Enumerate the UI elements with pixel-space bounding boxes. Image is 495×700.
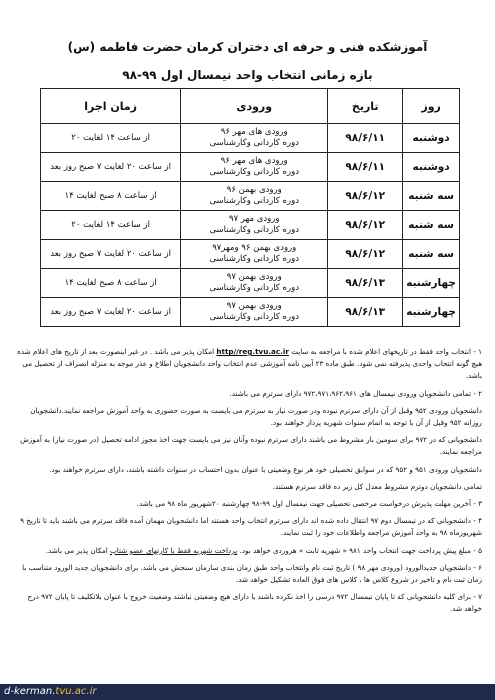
registration-site-link[interactable]: http//reg.tvu.ac.ir	[216, 347, 289, 356]
note-3: ۳ - آخرین مهلت پذیرش درخواست مرخصی تحصیلی جهت نیمسال اول ۹۹-۹۸ چهارشنبه ۲۰شهریور ماه ۹۸ می باشد.	[136, 499, 482, 509]
entry-cell	[181, 240, 328, 269]
entry-cell	[181, 182, 328, 211]
day-cell: سه شنبه	[403, 240, 460, 269]
entry-line-1: ورودی مهر ۹۷	[229, 214, 280, 224]
table-row	[41, 211, 460, 240]
table-row	[41, 124, 460, 153]
entry-line-1: ورودی بهمن ۹۶	[226, 185, 282, 195]
entry-line-2: دوره کاردانی وکارشناسی	[209, 225, 299, 235]
table-row	[41, 240, 460, 269]
entry-cell	[181, 298, 328, 327]
time-cell: از ساعت ۸ صبح لغایت ۱۴	[41, 269, 181, 298]
entry-line-1: ورودی بهمن ۹۷	[226, 301, 282, 311]
note-7: ۷ - برای کلیه دانشجویانی که تا پایان نیمسال ۹۷۲ درسی را اخذ نکرده باشند یا دارای هیچ وضعیتی نباشند وضعیت خروج با عنوان بلاتکلیف تا پایان ۹۷۲ درج خواهد شد.	[27, 592, 482, 614]
note-1-text-a: ۱ - انتخاب واحد فقط در تاریخهای اعلام شده با مراجعه به سایت	[291, 347, 482, 356]
time-cell: از ساعت ۲۰ لغایت ۷ صبح روز بعد	[41, 153, 181, 182]
time-cell: از ساعت ۱۴ لغایت ۲۰	[41, 124, 181, 153]
entry-cell	[181, 269, 328, 298]
day-cell: چهارشنبه	[403, 298, 460, 327]
entry-line-2: دوره کاردانی وکارشناسی	[209, 196, 299, 206]
entry-cell	[181, 211, 328, 240]
note-4: ۴ - دانشجویانی که در نیمسال دوم ۹۷ انتقال داده شده اند دارای سرترم انتخاب واحد هستند اما دانشجویان مهمان آمده فاقد سرترم می باشند باید تا تاریخ ۹ شهریورماه ۹۸ به واحد آموزش مراجعه واطلاعات خود را ثبت نمایند.	[20, 516, 482, 538]
date-cell: ۹۸/۶/۱۲	[328, 240, 403, 269]
date-cell: ۹۸/۶/۱۲	[328, 211, 403, 240]
entry-line-2: دوره کاردانی وکارشناسی	[209, 283, 299, 293]
table-row	[41, 153, 460, 182]
time-cell: از ساعت ۲۰ لغایت ۷ صبح روز بعد	[41, 298, 181, 327]
day-cell: چهارشنبه	[403, 269, 460, 298]
day-cell: سه شنبه	[403, 211, 460, 240]
entry-line-1: ورودی های مهر ۹۶	[220, 127, 288, 137]
entry-line-1: ورودی بهمن ۹۷	[226, 272, 282, 282]
entry-cell	[181, 124, 328, 153]
time-cell: از ساعت ۱۴ لغایت ۲۰	[41, 211, 181, 240]
note-5-text-c: امکان پذیر می باشد.	[45, 545, 108, 555]
notes-section	[12, 346, 482, 621]
entry-line-2: دوره کاردانی وکارشناسی	[209, 312, 299, 322]
date-cell: ۹۸/۶/۱۳	[328, 298, 403, 327]
site-prefix: d-kerman.	[4, 686, 56, 697]
day-cell: دوشنبه	[403, 124, 460, 153]
day-cell: دوشنبه	[403, 153, 460, 182]
table-row	[41, 269, 460, 298]
time-cell: از ساعت ۸ صبح لغایت ۱۴	[41, 182, 181, 211]
table-row	[41, 298, 460, 327]
note-6: ۶ - دانشجویان جدیدالورود (ورودی مهر ۹۸ ) تاریخ ثبت نام وانتخاب واحد طبق زمان بندی سازمان سنجش می باشد. برای دانشجویان جدید الورود متناسب با زمان ثبت نام و تاخیر در شروع کلاس ها ، کلاس های فوق العاده تشکیل خواهد شد.	[22, 562, 482, 585]
table-header-row	[41, 89, 460, 124]
column-header-entry: ورودی	[181, 89, 328, 124]
date-cell: ۹۸/۶/۱۲	[328, 182, 403, 211]
note-5-text-a: ۵ - مبلغ پیش پرداخت جهت انتخاب واحد ۹۸۱ « شهریه ثابت » هروردی خواهد بود.	[239, 545, 482, 555]
note-2-item-2: دانشجویانی که در ۹۷۲ برای سومین بار مشروط می باشند دارای سرترم نبوده وآنان نیز می بایست جهت اخذ مجوز ادامه تحصیل (در صورت نیاز) به آموزش مراجعه نمایند.	[20, 435, 482, 457]
note-2-item-1: دانشجویان ورودی ۹۵۲ وقبل از آن دارای سرترم نبوده ودر صورت نیاز به سرترم می بایست به صورت حضوری به واحد آموزش مراجعه نمایند.دانشجویان روزانه ۹۵۲ وقبل از آن با توجه به اتمام سنوات شهریه پرداز خواهند بود.	[30, 405, 482, 428]
page-subtitle: بازه زمانی انتخاب واحد نیمسال اول ۹۹-۹۸	[122, 68, 373, 82]
table-row	[41, 182, 460, 211]
entry-cell	[181, 153, 328, 182]
site-domain: tvu.ac.ir	[55, 686, 97, 697]
note-5	[12, 545, 482, 557]
note-1	[12, 346, 482, 383]
column-header-day: روز	[403, 89, 460, 124]
footer-watermark-bar	[0, 684, 495, 700]
page-title: آموزشکده فنی و حرفه ای دختران کرمان حضرت فاطمه (س)	[67, 40, 428, 54]
note-5-text-b: پرداخت شهریه فقط با کارتهای عضو شتاب	[110, 545, 238, 555]
schedule-table	[40, 88, 460, 327]
time-cell: از ساعت ۲۰ لغایت ۷ صبح روز بعد	[41, 240, 181, 269]
entry-line-2: دوره کاردانی وکارشناسی	[209, 167, 299, 177]
entry-line-1: ورودی های مهر ۹۶	[220, 156, 288, 166]
day-cell: سه شنبه	[403, 182, 460, 211]
footer-site-link[interactable]	[4, 686, 96, 697]
note-2-item-4: تمامی دانشجویان دوترم مشروط معدل کل زیر ده فاقد سرترم هستند.	[272, 481, 482, 491]
entry-line-2: دوره کاردانی وکارشناسی	[209, 254, 299, 264]
entry-line-2: دوره کاردانی وکارشناسی	[209, 138, 299, 148]
date-cell: ۹۸/۶/۱۳	[328, 269, 403, 298]
note-2: ۲ - تمامی دانشجویان ورودی نیمسال های ۹۷۲،۹۷۱،۹۶۲،۹۶۱ دارای سرترم می باشند.	[229, 388, 482, 398]
note-1-text-b: امکان پذیر می باشد . در غیر اینصورت بعد از تاریخ های اعلام شده هیچ گونه انتخاب واحدی پذیرفته نمی شود. طبق ماده ۲۳ آیین نامه آموزشی عدم انتخاب واحد دانشجویان اطلاع و عذر موجه به منزله انصراف از تحصیل می باشد.	[17, 347, 482, 381]
note-2-item-3: دانشجویان ورودی ۹۵۱ و ۹۵۲ که در سوابق تحصیلی خود هر نوع وضعیتی با عنوان بدون احتساب در سنوات داشته باشند، دارای سرترم خواهند بود.	[49, 464, 482, 474]
date-cell: ۹۸/۶/۱۱	[328, 153, 403, 182]
column-header-date: تاریخ	[328, 89, 403, 124]
column-header-time: زمان اجرا	[41, 89, 181, 124]
date-cell: ۹۸/۶/۱۱	[328, 124, 403, 153]
entry-line-1: ورودی بهمن ۹۶ ومهر۹۷	[212, 243, 297, 253]
